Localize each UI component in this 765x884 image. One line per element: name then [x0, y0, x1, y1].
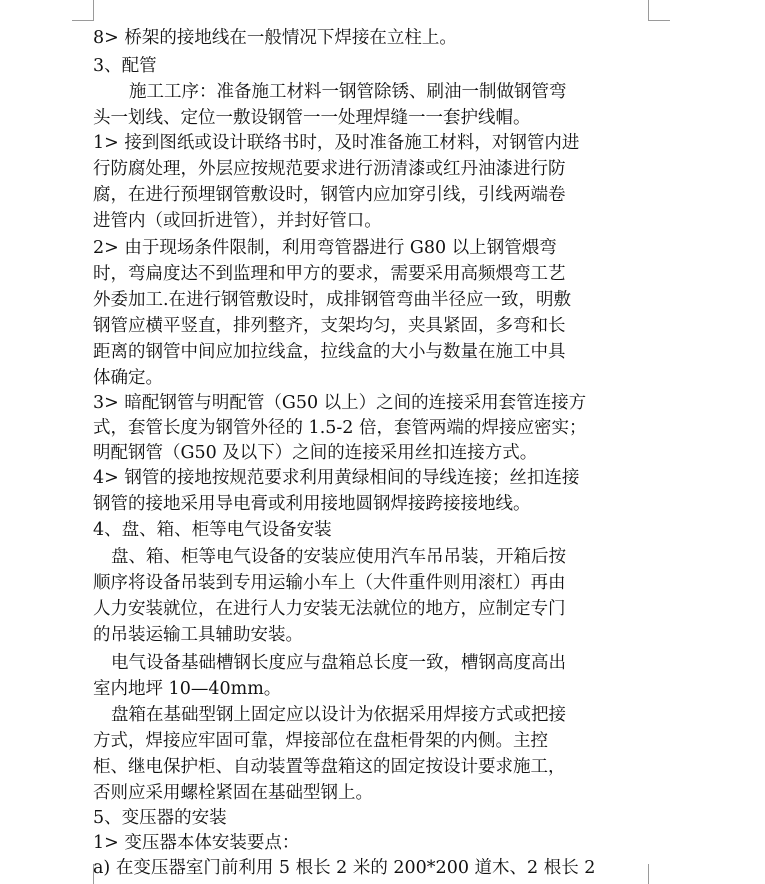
text-line: 否则应采用螺栓紧固在基础型钢上。 — [93, 783, 373, 803]
text-line: 盘箱在基础型钢上固定应以设计为依据采用焊接方式或把接 — [111, 705, 566, 725]
page-corner-mark — [93, 0, 94, 20]
text-line: 钢管应横平竖直，排列整齐，支架均匀，夹具紧固，多弯和长 — [93, 316, 566, 336]
text-line: 距离的钢管中间应加拉线盒，拉线盒的大小与数量在施工中具 — [93, 342, 566, 362]
text-line: 外委加工.在进行钢管敷设时，成排钢管弯曲半径应一致，明敷 — [93, 290, 572, 310]
text-line: 的吊装运输工具辅助安装。 — [93, 625, 303, 645]
text-line: 腐，在进行预埋钢管敷设时，钢管内应加穿引线，引线两端卷 — [93, 185, 566, 205]
text-line: 进管内（或回折进管），并封好管口。 — [93, 211, 382, 231]
text-line: 8> 桥架的接地线在一般情况下焊接在立柱上。 — [93, 28, 457, 48]
text-line: 室内地坪 10—40mm。 — [93, 679, 282, 699]
text-line: 盘、箱、柜等电气设备的安装应使用汽车吊吊装，开箱后按 — [111, 547, 566, 567]
text-line: 行防腐处理，外层应按规范要求进行沥清漆或红丹油漆进行防 — [93, 159, 566, 179]
text-line: 钢管的接地采用导电膏或利用接地圆钢焊接跨接接地线。 — [93, 494, 531, 514]
text-line: 人力安装就位，在进行人力安装无法就位的地方，应制定专门 — [93, 599, 566, 619]
text-line: 施工工序：准备施工材料一钢管除锈、刷油一制做钢管弯 — [129, 82, 567, 102]
page-corner-mark — [648, 20, 670, 21]
page-corner-mark — [72, 20, 94, 21]
text-line: 明配钢管（G50 及以下）之间的连接采用丝扣连接方式。 — [93, 443, 538, 463]
text-line: 头一划线、定位一敷设钢管一一处理焊缝一一套护线帽。 — [93, 108, 531, 128]
section-heading: 3、配管 — [93, 56, 157, 76]
text-line: 顺序将设备吊装到专用运输小车上（大件重件则用滚杠）再由 — [93, 573, 566, 593]
text-line: 时，弯扁度达不到监理和甲方的要求，需要采用高频煨弯工艺 — [93, 264, 566, 284]
text-line: 2> 由于现场条件限制，利用弯管器进行 G80 以上钢管煨弯 — [93, 238, 557, 258]
page-corner-mark — [648, 0, 649, 20]
text-line: 电气设备基础槽钢长度应与盘箱总长度一致，槽钢高度高出 — [111, 653, 566, 673]
text-line: 体确定。 — [93, 368, 163, 388]
text-line: a) 在变压器室门前利用 5 根长 2 米的 200*200 道木、2 根长 2 — [93, 858, 596, 878]
section-heading: 4、盘、箱、柜等电气设备安装 — [93, 520, 332, 540]
text-line: 1> 变压器本体安装要点： — [93, 833, 300, 853]
text-line: 3> 暗配钢管与明配管（G50 以上）之间的连接采用套管连接方 — [93, 393, 587, 413]
text-line: 柜、继电保护柜、自动装置等盘箱这的固定按设计要求施工， — [93, 757, 566, 777]
text-line: 式，套管长度为钢管外径的 1.5-2 倍，套管两端的焊接应密实； — [93, 418, 587, 438]
text-line: 方式，焊接应牢固可靠，焊接部位在盘柜骨架的内侧。主控 — [93, 731, 548, 751]
section-heading: 5、变压器的安装 — [93, 808, 227, 828]
text-line: 1> 接到图纸或设计联络书时，及时准备施工材料，对钢管内进 — [93, 133, 580, 153]
text-line: 4> 钢管的接地按规范要求利用黄绿相间的导线连接；丝扣连接 — [93, 468, 580, 488]
